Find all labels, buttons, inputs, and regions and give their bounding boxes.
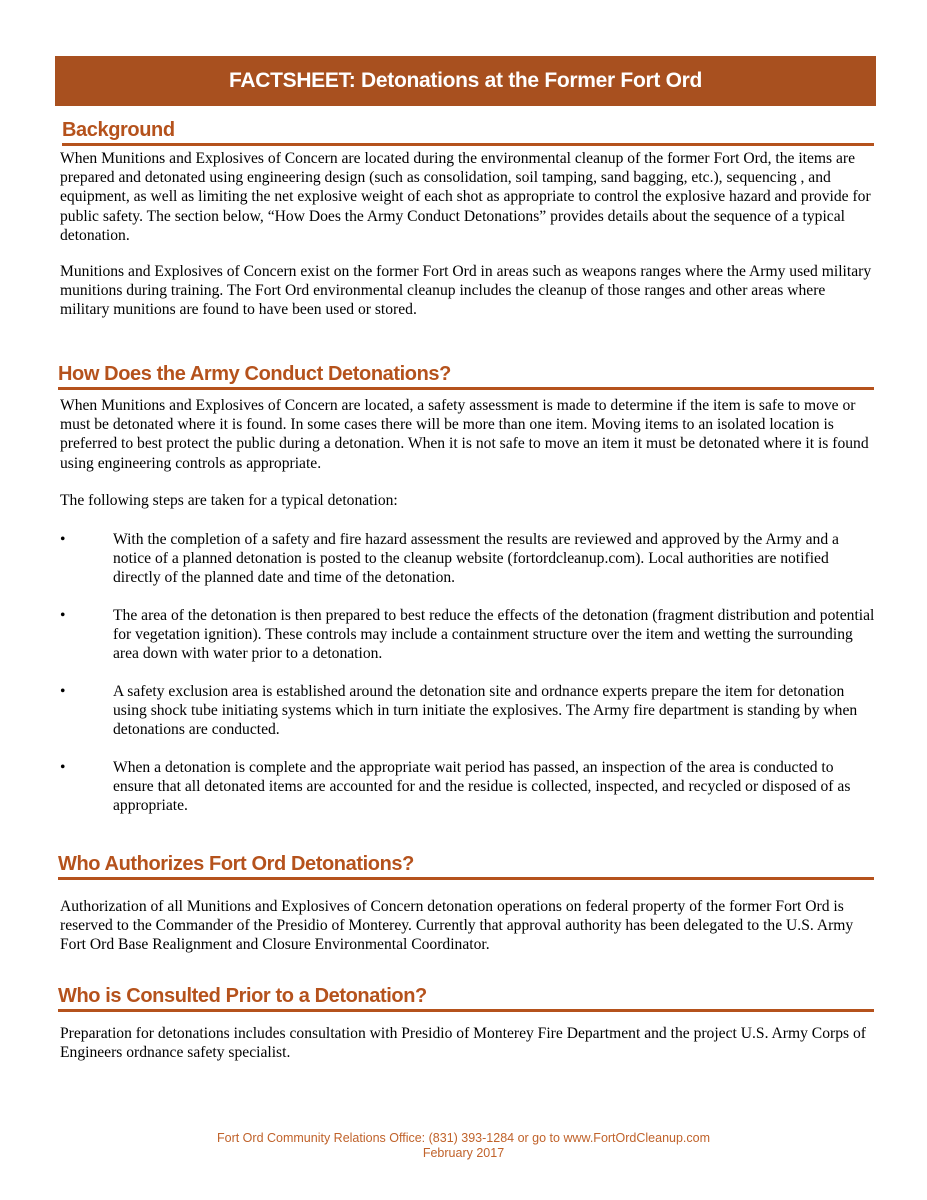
how-detonations-paragraph-2: The following steps are taken for a typical detonation: xyxy=(60,492,398,509)
bullet-icon: • xyxy=(60,531,66,548)
footer-date: February 2017 xyxy=(422,1146,505,1160)
who-authorizes-paragraph: Authorization of all Munitions and Explosives of Concern detonation operations on federal property of the former Fort Ord is reserved to the Commander of the Presidio of Monterey. Currently that approval authority has been delegated to the U.S. Army Fort Ord Base Realignment and Closure Environmental Coordinator. xyxy=(60,898,854,954)
list-item xyxy=(60,606,876,666)
background-paragraph-1: When Munitions and Explosives of Concern are located during the environmental cleanup of the former Fort Ord, the items are prepared and detonated using engineering design (such as consolidation, soil tamping, sand bagging, etc.), sequencing , and equipment, as well as limiting the net explosive weight of each shot as appropriate to control the explosive hazard and provide for public safety. The section below, “How Does the Army Conduct Detonations” provides details about the sequence of a typical detonation. xyxy=(60,150,871,244)
factsheet-title-banner xyxy=(55,56,876,106)
bullet-icon: • xyxy=(60,759,66,776)
list-item xyxy=(60,758,876,818)
bullet-text: When a detonation is complete and the appropriate wait period has passed, an inspection of the area is conducted to ensure that all detonated items are accounted for and the residue is collected, inspected, and recycled or disposed of as appropriate. xyxy=(113,759,851,815)
background-paragraph-2: Munitions and Explosives of Concern exist on the former Fort Ord in areas such as weapons ranges where the Army used military munitions during training. The Fort Ord environmental cleanup includes the cleanup of those ranges and other areas where military munitions are found to have been used or stored. xyxy=(60,263,872,319)
who-authorizes-heading: Who Authorizes Fort Ord Detonations? xyxy=(58,852,874,880)
list-item xyxy=(60,530,876,590)
bullet-icon: • xyxy=(60,683,66,700)
bullet-text: With the completion of a safety and fire hazard assessment the results are reviewed and approved by the Army and a notice of a planned detonation is posted to the cleanup website (fortordcleanup.com). Local authorities are notified directly of the planned date and time of the detonation. xyxy=(113,531,839,587)
how-detonations-paragraph-1: When Munitions and Explosives of Concern are located, a safety assessment is made to determine if the item is safe to move or must be detonated where it is found. In some cases there will be more than one item. Moving items to an isolated location is preferred to best protect the public during a detonation. When it is not safe to move an item it must be detonated where it is found using engineering controls as appropriate. xyxy=(60,397,869,472)
who-consulted-paragraph: Preparation for detonations includes consultation with Presidio of Monterey Fire Department and the project U.S. Army Corps of Engineers ordnance safety specialist. xyxy=(60,1025,866,1062)
list-item xyxy=(60,682,876,742)
bullet-text: A safety exclusion area is established around the detonation site and ordnance experts prepare the item for detonation using shock tube initiating systems which in turn initiate the explosives. The Army fire department is standing by when detonations are conducted. xyxy=(113,683,858,739)
footer-contact: Fort Ord Community Relations Office: (831) 393-1284 or go to www.FortOrdCleanup.com xyxy=(216,1131,711,1145)
bullet-icon: • xyxy=(60,607,66,624)
background-heading: Background xyxy=(62,118,874,146)
how-detonations-heading: How Does the Army Conduct Detonations? xyxy=(58,362,874,390)
bullet-text: The area of the detonation is then prepared to best reduce the effects of the detonation (fragment distribution and potential for vegetation ignition). These controls may include a containment structure over the item and wetting the surrounding area down with water prior to a detonation. xyxy=(113,607,875,663)
who-consulted-heading: Who is Consulted Prior to a Detonation? xyxy=(58,984,874,1012)
factsheet-title: FACTSHEET: Detonations at the Former Fort Ord xyxy=(228,69,703,92)
